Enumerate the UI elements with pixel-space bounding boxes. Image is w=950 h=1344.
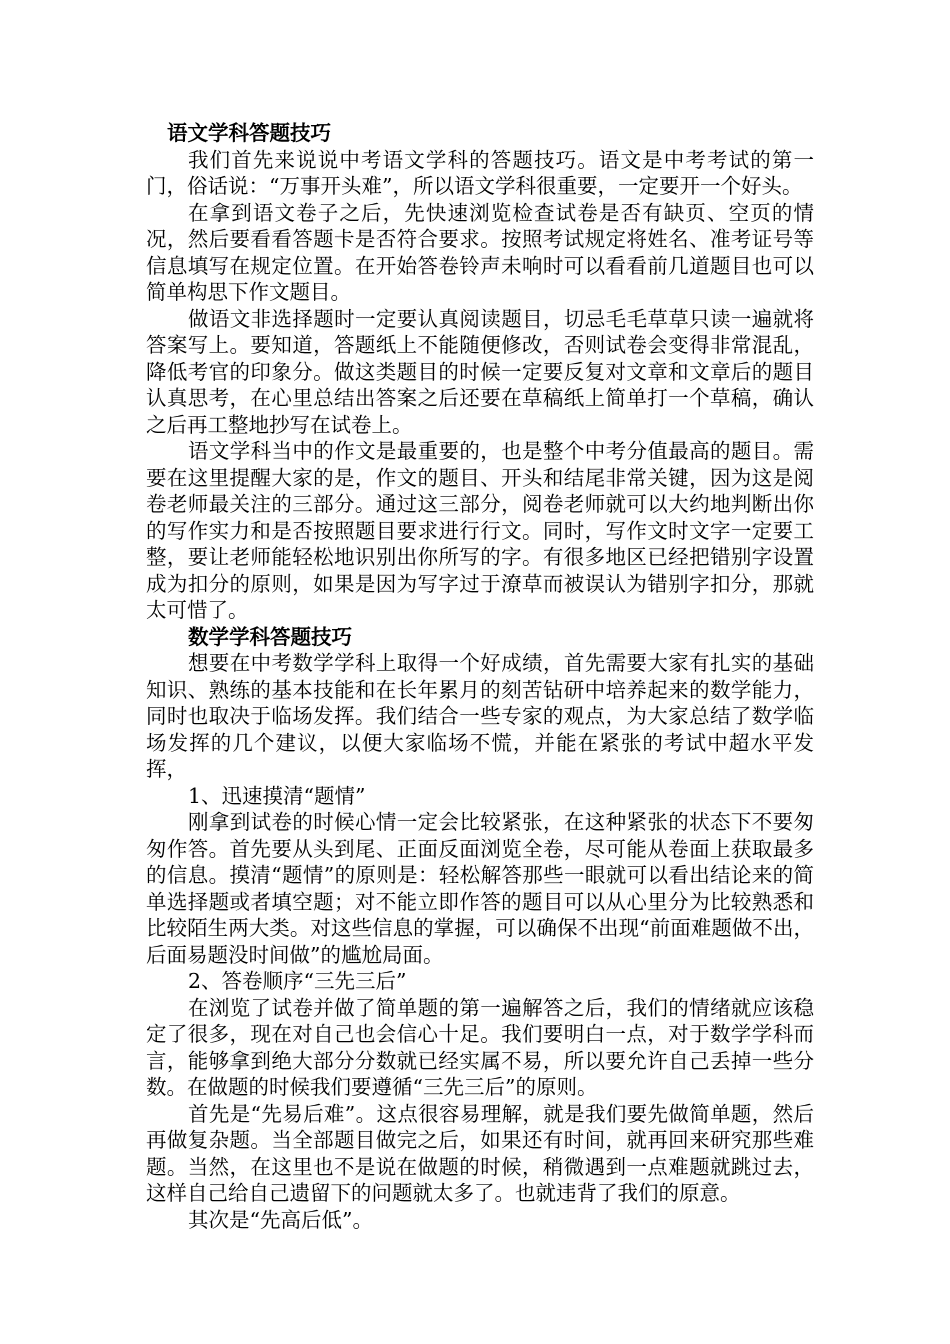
- paragraph: 做语文非选择题时一定要认真阅读题目，切忌毛毛草草只读一遍就将答案写上。要知道，答题纸上不能随便修改，否则试卷会变得非常混乱，降低考官的印象分。做这类题目的时候一定要反复对文章和文章后的题目认真思考，在心里总结出答案之后还要在草稿纸上简单打一个草稿，确认之后再工整地抄写在试卷上。: [146, 306, 814, 437]
- section-heading-math: 数学学科答题技巧: [188, 624, 352, 649]
- section-heading-chinese: 语文学科答题技巧: [167, 121, 331, 145]
- document-page: [146, 120, 814, 1233]
- subheading-answer-order: 2、答卷顺序“三先三后”: [188, 969, 407, 993]
- paragraph: 语文学科当中的作文是最重要的，也是整个中考分值最高的题目。需要在这里提醒大家的是，作文的题目、开头和结尾非常关键，因为这是阅卷老师最关注的三部分。通过这三部分，阅卷老师就可以大约地判断出你的写作实力和是否按照题目要求进行行文。同时，写作文时文字一定要工整，要让老师能轻松地识别出你所写的字。有很多地区已经把错别字设置成为扣分的原则，如果是因为写字过于潦草而被误认为错别字扣分，那就太可惜了。: [146, 439, 814, 622]
- subheading-quick-scan: 1、迅速摸清“题情”: [188, 783, 366, 808]
- paragraph: 首先是“先易后难”。这点很容易理解，就是我们要先做简单题，然后再做复杂题。当全部题目做完之后，如果还有时间，就再回来研究那些难题。当然，在这里也不是说在做题的时候，稍微遇到一点难题就跳过去，这样自己给自己遗留下的问题就太多了。也就违背了我们的原意。: [146, 1101, 814, 1205]
- paragraph: 其次是“先高后低”。: [188, 1207, 373, 1232]
- paragraph: 想要在中考数学学科上取得一个好成绩，首先需要大家有扎实的基础知识、熟练的基本技能和在长年累月的刻苦钻研中培养起来的数学能力，同时也取决于临场发挥。我们结合一些专家的观点，为大家总结了数学临场发挥的几个建议，以便大家临场不慌，并能在紧张的考试中超水平发挥，: [146, 651, 814, 781]
- paragraph: 在拿到语文卷子之后，先快速浏览检查试卷是否有缺页、空页的情况，然后要看看答题卡是否符合要求。按照考试规定将姓名、准考证号等信息填写在规定位置。在开始答卷铃声未响时可以看看前几道题目也可以简单构思下作文题目。: [146, 200, 814, 304]
- paragraph: 我们首先来说说中考语文学科的答题技巧。语文是中考考试的第一门，俗话说：“万事开头难”，所以语文学科很重要，一定要开一个好头。: [146, 147, 814, 198]
- paragraph: 刚拿到试卷的时候心情一定会比较紧张，在这种紧张的状态下不要匆匆作答。首先要从头到尾、正面反面浏览全卷，尽可能从卷面上获取最多的信息。摸清“题情”的原则是：轻松解答那些一眼就可以看出结论来的简单选择题或者填空题；对不能立即作答的题目可以从心里分为比较熟悉和比较陌生两大类。对这些信息的掌握，可以确保不出现“前面难题做不出，后面易题没时间做”的尴尬局面。: [146, 810, 814, 967]
- paragraph: 在浏览了试卷并做了简单题的第一遍解答之后，我们的情绪就应该稳定了很多，现在对自己也会信心十足。我们要明白一点，对于数学学科而言，能够拿到绝大部分分数就已经实属不易，所以要允许自己丢掉一些分数。在做题的时候我们要遵循“三先三后”的原则。: [146, 995, 814, 1099]
